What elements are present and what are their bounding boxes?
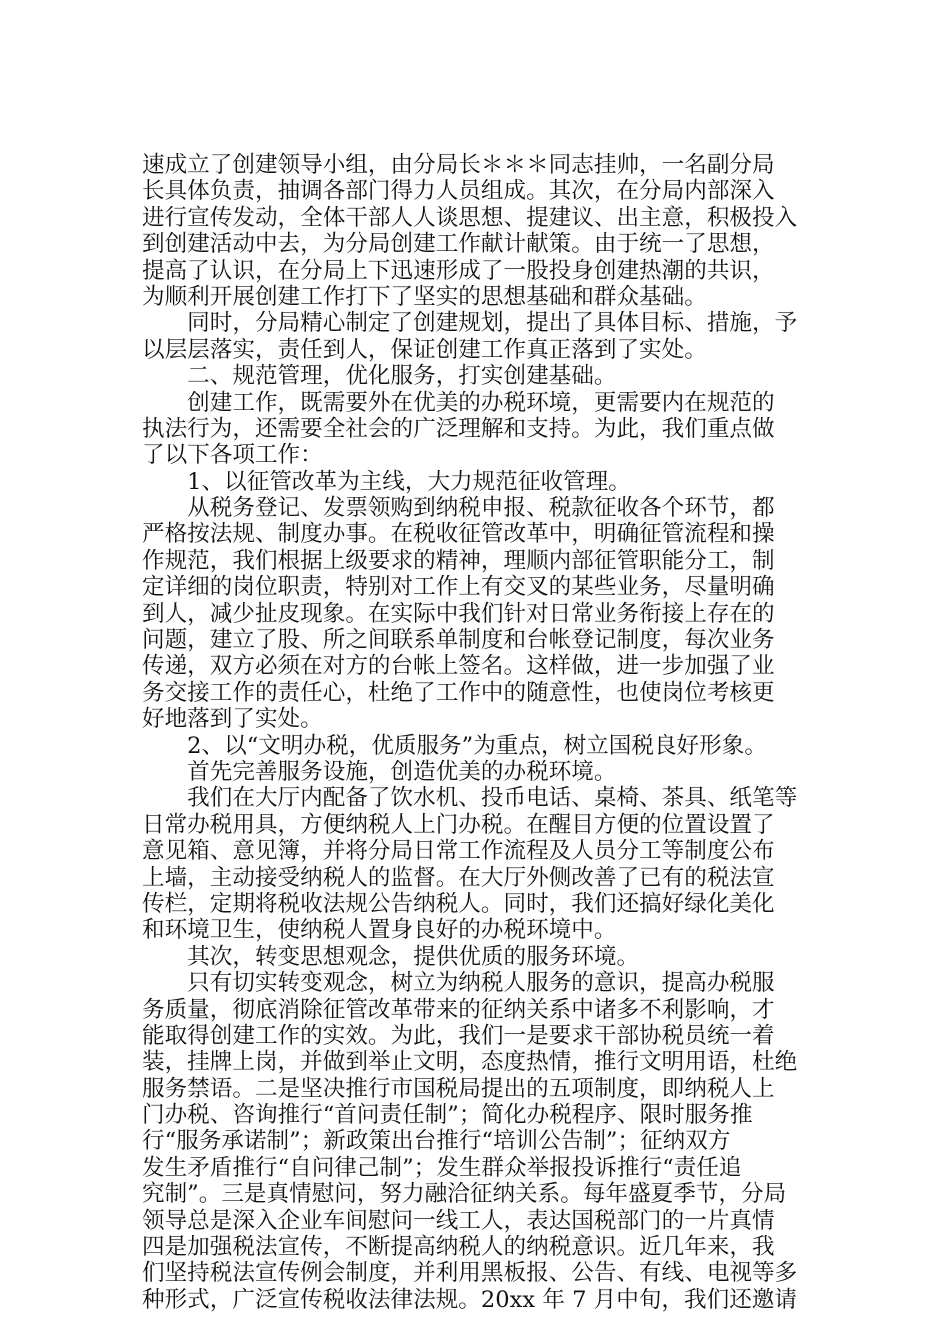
text-line-4: 到创建活动中去，为分局创建工作献计献策。由于统一了思想， bbox=[142, 231, 775, 258]
text-line-6: 为顺利开展创建工作打下了坚实的思想基础和群众基础。 bbox=[142, 283, 707, 310]
text-line-14: 从税务登记、发票领购到纳税申报、税款征收各个环节，都 bbox=[142, 495, 775, 522]
text-line-8: 以层层落实，责任到人，保证创建工作真正落到了实处。 bbox=[142, 336, 707, 363]
text-line-3: 进行宣传发动，全体干部人人谈思想、提建议、出主意，积极投入 bbox=[142, 204, 798, 231]
text-line-21: 务交接工作的责任心，杜绝了工作中的随意性，也使岗位考核更 bbox=[142, 679, 775, 706]
text-line-26: 日常办税用具，方便纳税人上门办税。在醒目方便的位置设置了 bbox=[142, 811, 775, 838]
text-line-27: 意见箱、意见簿，并将分局日常工作流程及人员分工等制度公布 bbox=[142, 838, 775, 865]
text-line-19: 问题，建立了股、所之间联系单制度和台帐登记制度，每次业务 bbox=[142, 627, 775, 654]
text-line-32: 只有切实转变观念，树立为纳税人服务的意识，提高办税服 bbox=[142, 970, 775, 997]
text-line-43: 们坚持税法宣传例会制度，并利用黑板报、公告、有线、电视等多 bbox=[142, 1260, 798, 1287]
text-line-2: 长具体负责，抽调各部门得力人员组成。其次，在分局内部深入 bbox=[142, 178, 775, 205]
text-line-36: 服务禁语。二是坚决推行市国税局提出的五项制度，即纳税人上 bbox=[142, 1075, 775, 1102]
text-line-35: 装，挂牌上岗，并做到举止文明，态度热情，推行文明用语，杜绝 bbox=[142, 1049, 798, 1076]
document-body bbox=[142, 152, 808, 1313]
text-line-15: 严格按法规、制度办事。在税收征管改革中，明确征管流程和操 bbox=[142, 521, 775, 548]
text-line-22: 好地落到了实处。 bbox=[142, 706, 323, 733]
text-line-34: 能取得创建工作的实效。为此，我们一是要求干部协税员统一着 bbox=[142, 1022, 775, 1049]
text-line-30: 和环境卫生，使纳税人置身良好的办税环境中。 bbox=[142, 917, 617, 944]
text-line-16: 作规范，我们根据上级要求的精神，理顺内部征管职能分工，制 bbox=[142, 547, 775, 574]
text-line-7: 同时，分局精心制定了创建规划，提出了具体目标、措施，予 bbox=[142, 310, 798, 337]
text-line-39: 发生矛盾推行“自问律己制”；发生群众举报投诉推行“责任追 bbox=[142, 1154, 742, 1181]
text-line-18: 到人，减少扯皮现象。在实际中我们针对日常业务衔接上存在的 bbox=[142, 600, 775, 627]
text-line-10: 创建工作，既需要外在优美的办税环境，更需要内在规范的 bbox=[142, 389, 775, 416]
text-line-17: 定详细的岗位职责，特别对工作上有交叉的某些业务，尽量明确 bbox=[142, 574, 775, 601]
text-line-38: 行“服务承诺制”；新政策出台推行“培训公告制”；征纳双方 bbox=[142, 1128, 731, 1155]
text-line-44: 种形式，广泛宣传税收法律法规。20xx 年 7 月中旬，我们还邀请 bbox=[142, 1286, 797, 1313]
text-line-24: 首先完善服务设施，创造优美的办税环境。 bbox=[142, 758, 617, 785]
text-line-11: 执法行为，还需要全社会的广泛理解和支持。为此，我们重点做 bbox=[142, 415, 775, 442]
text-line-42: 四是加强税法宣传，不断提高纳税人的纳税意识。近几年来，我 bbox=[142, 1234, 775, 1261]
text-line-1: 速成立了创建领导小组，由分局长＊＊＊同志挂帅，一名副分局 bbox=[142, 152, 775, 178]
text-line-31: 其次，转变思想观念，提供优质的服务环境。 bbox=[142, 943, 640, 970]
text-line-12: 了以下各项工作： bbox=[142, 442, 323, 469]
text-line-13: 1、以征管改革为主线，大力规范征收管理。 bbox=[142, 468, 631, 495]
text-line-37: 门办税、咨询推行“首问责任制”；简化办税程序、限时服务推 bbox=[142, 1102, 753, 1129]
text-line-29: 传栏，定期将税收法规公告纳税人。同时，我们还搞好绿化美化 bbox=[142, 890, 775, 917]
text-line-40: 究制”。三是真情慰问，努力融洽征纳关系。每年盛夏季节，分局 bbox=[142, 1181, 787, 1208]
text-line-9: 二、规范管理，优化服务，打实创建基础。 bbox=[142, 363, 617, 390]
text-line-25: 我们在大厅内配备了饮水机、投币电话、桌椅、茶具、纸笔等 bbox=[142, 785, 798, 812]
text-line-23: 2、以“文明办税，优质服务”为重点，树立国税良好形象。 bbox=[142, 732, 767, 759]
text-line-5: 提高了认识，在分局上下迅速形成了一股投身创建热潮的共识， bbox=[142, 257, 775, 284]
text-line-33: 务质量，彻底消除征管改革带来的征纳关系中诸多不利影响，才 bbox=[142, 996, 775, 1023]
text-line-41: 领导总是深入企业车间慰问一线工人，表达国税部门的一片真情 bbox=[142, 1207, 775, 1234]
text-line-28: 上墙，主动接受纳税人的监督。在大厅外侧改善了已有的税法宣 bbox=[142, 864, 775, 891]
text-line-20: 传递，双方必须在对方的台帐上签名。这样做，进一步加强了业 bbox=[142, 653, 775, 680]
